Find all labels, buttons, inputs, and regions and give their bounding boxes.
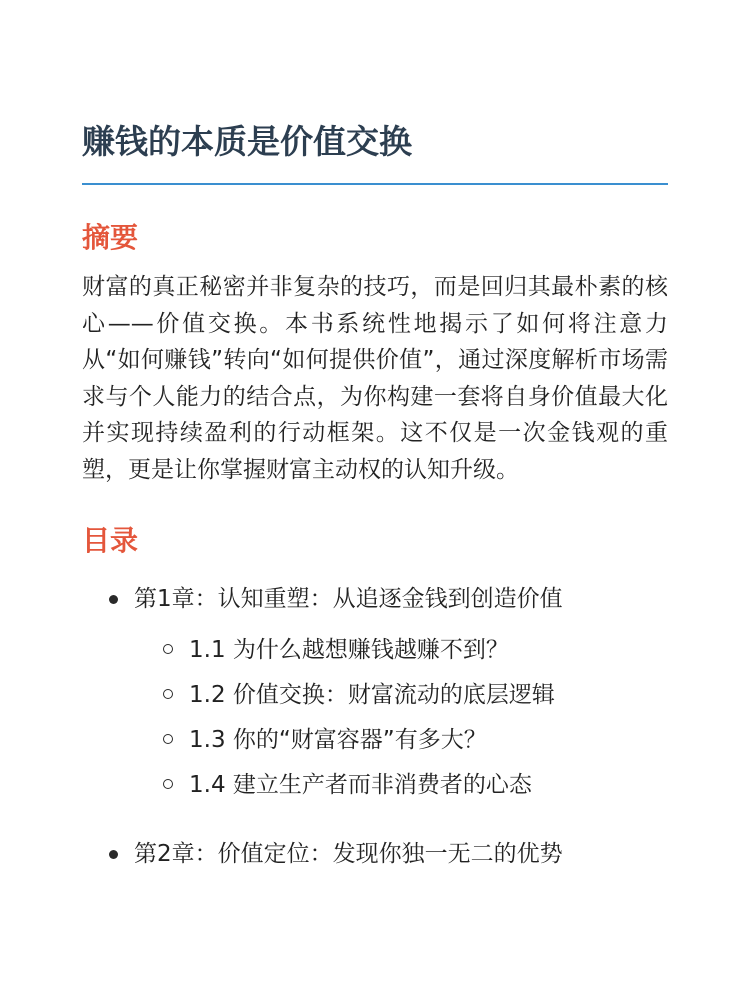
toc-chapter-1: [82, 582, 668, 813]
bullet-circle-icon: [163, 779, 173, 789]
chapter-label: 第1章：认知重塑：从追逐金钱到创造价值: [134, 585, 563, 612]
bullet-circle-icon: [163, 689, 173, 699]
chapter-1-sections: [134, 633, 668, 813]
document-page: [82, 118, 668, 871]
chapter-label: 第2章：价值定位：发现你独一无二的优势: [134, 840, 563, 867]
bullet-dot-icon: [109, 850, 118, 859]
toc-section-1-1: [134, 633, 668, 678]
toc-section-1-2: [134, 678, 668, 723]
toc-section-1-4: [134, 768, 668, 813]
toc-section-1-3: [134, 723, 668, 768]
section-label: 1.4 建立生产者而非消费者的心态: [189, 771, 532, 798]
summary-paragraph: 财富的真正秘密并非复杂的技巧，而是回归其最朴素的核心——价值交换。本书系统性地揭示了如何将注意力从“如何赚钱”转向“如何提供价值”，通过深度解析市场需求与个人能力的结合点，为你构建一套将自身价值最大化并实现持续盈利的行动框架。这不仅是一次金钱观的重塑，更是让你掌握财富主动权的认知升级。: [82, 274, 668, 483]
summary-heading: 摘要: [82, 221, 139, 254]
table-of-contents: [82, 582, 668, 871]
bullet-dot-icon: [109, 595, 118, 604]
toc-heading: 目录: [82, 523, 139, 557]
bullet-circle-icon: [163, 734, 173, 744]
title-divider: [82, 183, 668, 185]
section-label: 1.3 你的“财富容器”有多大？: [189, 726, 487, 753]
section-label: 1.2 价值交换：财富流动的底层逻辑: [189, 681, 555, 708]
section-label: 1.1 为什么越想赚钱越赚不到？: [189, 636, 509, 663]
toc-chapter-2: [82, 837, 668, 871]
document-title: 赚钱的本质是价值交换: [82, 122, 412, 161]
bullet-circle-icon: [163, 644, 173, 654]
